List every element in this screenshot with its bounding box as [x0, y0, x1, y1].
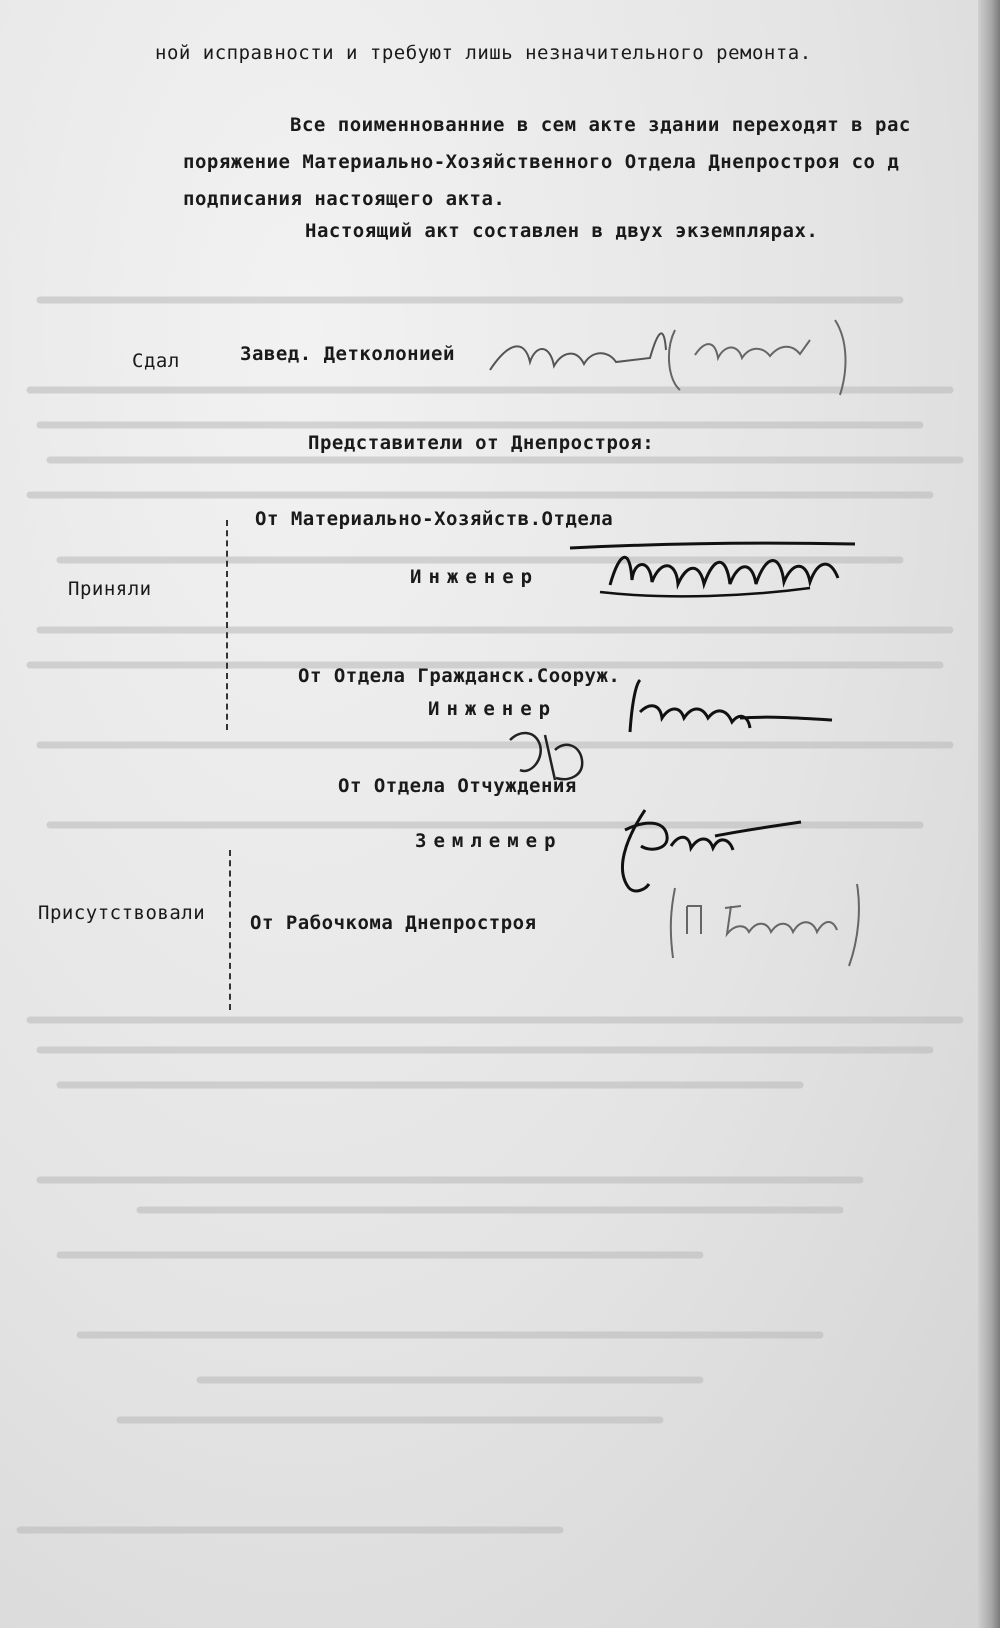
engineer-2-signature — [620, 672, 840, 746]
present-dept-union: От Рабочкома Днепростроя — [250, 912, 537, 934]
accepted-title-engineer-1: Инженер — [410, 566, 540, 588]
transfer-clause-line-1: Все поименнованние в сем акте здании переходят в рас — [290, 114, 911, 136]
copies-clause: Настоящий акт составлен в двух экземплярах. — [305, 220, 819, 242]
handover-signature — [480, 300, 880, 404]
present-label: Присутствовали — [38, 902, 206, 924]
transfer-clause-line-3: подписания настоящего акта. — [183, 188, 506, 210]
accepted-label: Приняли — [68, 578, 152, 600]
accepted-bracket — [226, 520, 228, 730]
accepted-title-engineer-2: Инженер — [428, 698, 558, 720]
engineer-1-signature — [570, 530, 860, 614]
handover-position: Завед. Детколонией — [240, 343, 455, 365]
page-edge-shadow — [978, 0, 1000, 1628]
representatives-heading: Представители от Днепростроя: — [308, 432, 655, 454]
closing-clause-line: ной исправности и требуют лишь незначительного ремонта. — [155, 42, 812, 64]
accepted-dept-material: От Материально-Хозяйств.Отдела — [255, 508, 614, 530]
accepted-title-surveyor: Землемер — [415, 830, 563, 852]
accepted-dept-alienation: От Отдела Отчуждения — [338, 775, 577, 797]
handover-label: Сдал — [132, 350, 180, 372]
accepted-dept-civil: От Отдела Гражданск.Сооруж. — [298, 665, 621, 687]
transfer-clause-line-2: поряжение Материально-Хозяйственного Отдела Днепростроя со д — [183, 151, 900, 173]
union-signature — [665, 878, 865, 972]
present-bracket — [229, 850, 231, 1010]
